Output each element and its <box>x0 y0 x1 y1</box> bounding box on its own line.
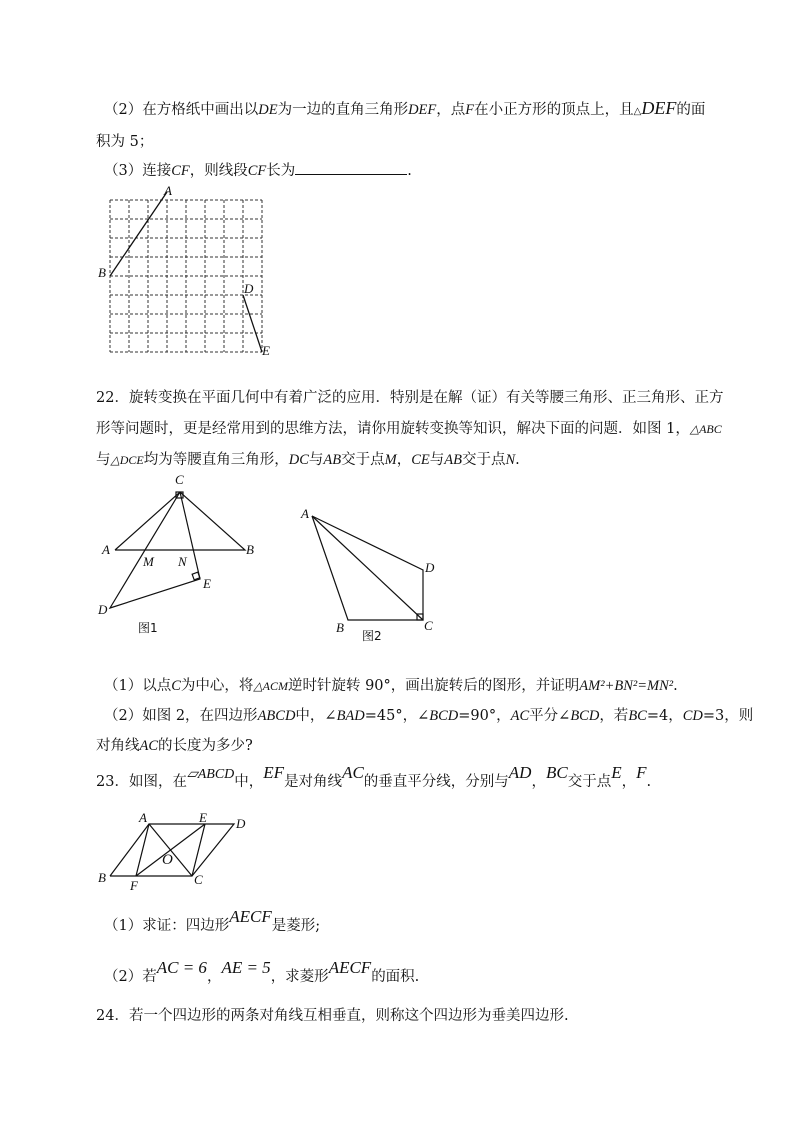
var-m: M <box>384 452 397 468</box>
label-e: E <box>199 810 207 825</box>
text: 与 <box>308 452 324 468</box>
label-c: C <box>424 618 433 633</box>
answer-blank <box>295 162 407 175</box>
label-n: N <box>178 554 187 569</box>
var-e: E <box>611 763 622 782</box>
figure1-caption: 图1 <box>138 621 158 635</box>
text: 交于点 <box>461 452 506 468</box>
var-f: F <box>465 102 475 118</box>
var-abcd: ABCD <box>257 708 296 724</box>
text: =4， <box>646 708 683 724</box>
var-acm: △ACM <box>253 679 288 693</box>
label-d: D <box>98 602 108 617</box>
q23-line1 <box>96 763 652 791</box>
q22-line3 <box>96 448 520 469</box>
segment-de <box>243 295 262 352</box>
q23-figure <box>94 806 264 896</box>
label-a: A <box>164 183 172 198</box>
text: 中，∠ <box>295 708 337 724</box>
text: 为中心，将 <box>180 678 254 694</box>
text: =90°， <box>458 708 511 724</box>
var-def-math: DEF <box>641 98 677 118</box>
figure2-caption: 图2 <box>362 629 382 643</box>
label-m: M <box>143 554 154 569</box>
var-cd: CD <box>682 708 703 724</box>
q22-figure2 <box>296 500 456 650</box>
q24-line1 <box>96 1004 569 1025</box>
label-d: D <box>425 560 435 575</box>
text: 交于点 <box>567 774 612 790</box>
text: （2）在方格纸中画出以 <box>104 102 259 118</box>
text: ， <box>206 969 222 985</box>
label-d: D <box>236 816 246 831</box>
var-ac: AC <box>139 738 159 754</box>
text: 积为 5； <box>96 134 154 150</box>
label-a: A <box>102 542 110 557</box>
text: ，若 <box>599 708 629 724</box>
var-aecf: AECF <box>328 958 372 977</box>
q21-part2-line1 <box>104 98 705 119</box>
text: =45°，∠ <box>364 708 430 724</box>
var-dce: △DCE <box>110 453 144 467</box>
label-c: C <box>194 872 203 887</box>
text: . <box>515 452 520 468</box>
equation: AM²+BN²=MN² <box>579 678 674 694</box>
label-o: O <box>162 852 173 868</box>
q21-grid-figure <box>96 185 276 360</box>
var-ce: CE <box>411 452 430 468</box>
text: 在小正方形的顶点上，且 <box>474 102 634 118</box>
var-ab: AB <box>323 452 342 468</box>
var-dc: DC <box>288 452 309 468</box>
text: 平分∠ <box>529 708 571 724</box>
label-b: B <box>98 870 106 885</box>
q23-part1 <box>104 907 321 935</box>
var-ac: AC <box>510 708 530 724</box>
var-bcd: BCD <box>429 708 459 724</box>
text: . <box>646 774 652 790</box>
text: ， <box>531 774 546 790</box>
q22-part2-line2 <box>96 734 253 755</box>
text: . <box>673 678 678 694</box>
q22-line1 <box>96 386 723 407</box>
text: 与 <box>96 452 111 468</box>
text: 23．如图，在 <box>96 774 187 790</box>
label-b: B <box>246 542 254 557</box>
text: （3）连接 <box>104 163 172 179</box>
var-c: C <box>171 678 181 694</box>
label-a: A <box>301 506 309 521</box>
text: 对角线 <box>96 738 140 754</box>
var-bad: BAD <box>336 708 365 724</box>
label-d: D <box>244 281 254 296</box>
equation-ae: AE = 5 <box>221 958 271 977</box>
q21-part3 <box>104 159 412 180</box>
q22-figure1 <box>90 470 280 640</box>
text: ，求菱形 <box>270 969 329 985</box>
var-cf: CF <box>247 163 267 179</box>
var-bc: BC <box>628 708 647 724</box>
text: 的面 <box>676 102 706 118</box>
var-ad: AD <box>508 763 532 782</box>
var-ab: AB <box>444 452 462 468</box>
text: ， <box>396 452 412 468</box>
var-abc: △ABC <box>689 422 722 436</box>
var-de: DE <box>258 102 278 118</box>
text: （1）求证：四边形 <box>104 918 230 934</box>
text: ，则线段 <box>189 163 248 179</box>
label-e: E <box>203 576 211 591</box>
var-def: DEF <box>408 102 437 118</box>
var-cf: CF <box>171 163 190 179</box>
var-ef: EF <box>263 763 285 782</box>
text: ，点 <box>436 102 466 118</box>
var-f: F <box>636 763 647 782</box>
equation-ac: AC = 6 <box>156 958 207 977</box>
label-b: B <box>98 265 106 280</box>
triangle-symbol: △ <box>633 106 642 117</box>
text: 24．若一个四边形的两条对角线互相垂直，则称这个四边形为垂美四边形. <box>96 1008 569 1024</box>
text: 为一边的直角三角形 <box>277 102 409 118</box>
var-bc: BC <box>545 763 568 782</box>
q22-part1 <box>104 674 678 695</box>
text: 中， <box>234 774 264 790</box>
var-bcd: BCD <box>570 708 600 724</box>
text: （2）如图 2，在四边形 <box>104 708 258 724</box>
text: （1）以点 <box>104 678 172 694</box>
text: 22．旋转变换在平面几何中有着广泛的应用．特别是在解（证）有关等腰三角形、正三角形、正方 <box>96 390 724 406</box>
text: 是对角线 <box>284 774 343 790</box>
label-e: E <box>262 343 270 358</box>
text: 的垂直平分线，分别与 <box>363 774 509 790</box>
text: 长为 <box>266 163 296 179</box>
segment-ab <box>110 192 167 276</box>
q23-part2 <box>104 958 420 986</box>
text: =3，则 <box>702 708 754 724</box>
var-n: N <box>505 452 516 468</box>
label-a: A <box>139 810 147 825</box>
text: 均为等腰直角三角形， <box>143 452 289 468</box>
text: ， <box>621 774 637 790</box>
text: 的长度为多少? <box>158 738 253 754</box>
text: 形等问题时，更是经常用到的思维方法，请你用旋转变换等知识，解决下面的问题．如图 1， <box>96 421 690 437</box>
text: . <box>407 163 412 179</box>
var-parallelogram: ▱ABCD <box>186 767 235 782</box>
text: 交于点 <box>341 452 385 468</box>
text: 是菱形; <box>271 918 321 934</box>
label-c: C <box>175 472 184 487</box>
q21-part2-line2 <box>96 130 153 151</box>
text: 逆时针旋转 90°，画出旋转后的图形，并证明 <box>287 678 580 694</box>
text: （2）若 <box>104 969 157 985</box>
var-aecf: AECF <box>229 907 272 926</box>
q22-line2 <box>96 417 722 438</box>
label-b: B <box>336 620 344 635</box>
label-f: F <box>130 878 138 893</box>
text: 与 <box>429 452 445 468</box>
var-ac: AC <box>342 763 364 782</box>
q22-part2-line1 <box>104 704 753 725</box>
text: 的面积. <box>371 969 420 985</box>
